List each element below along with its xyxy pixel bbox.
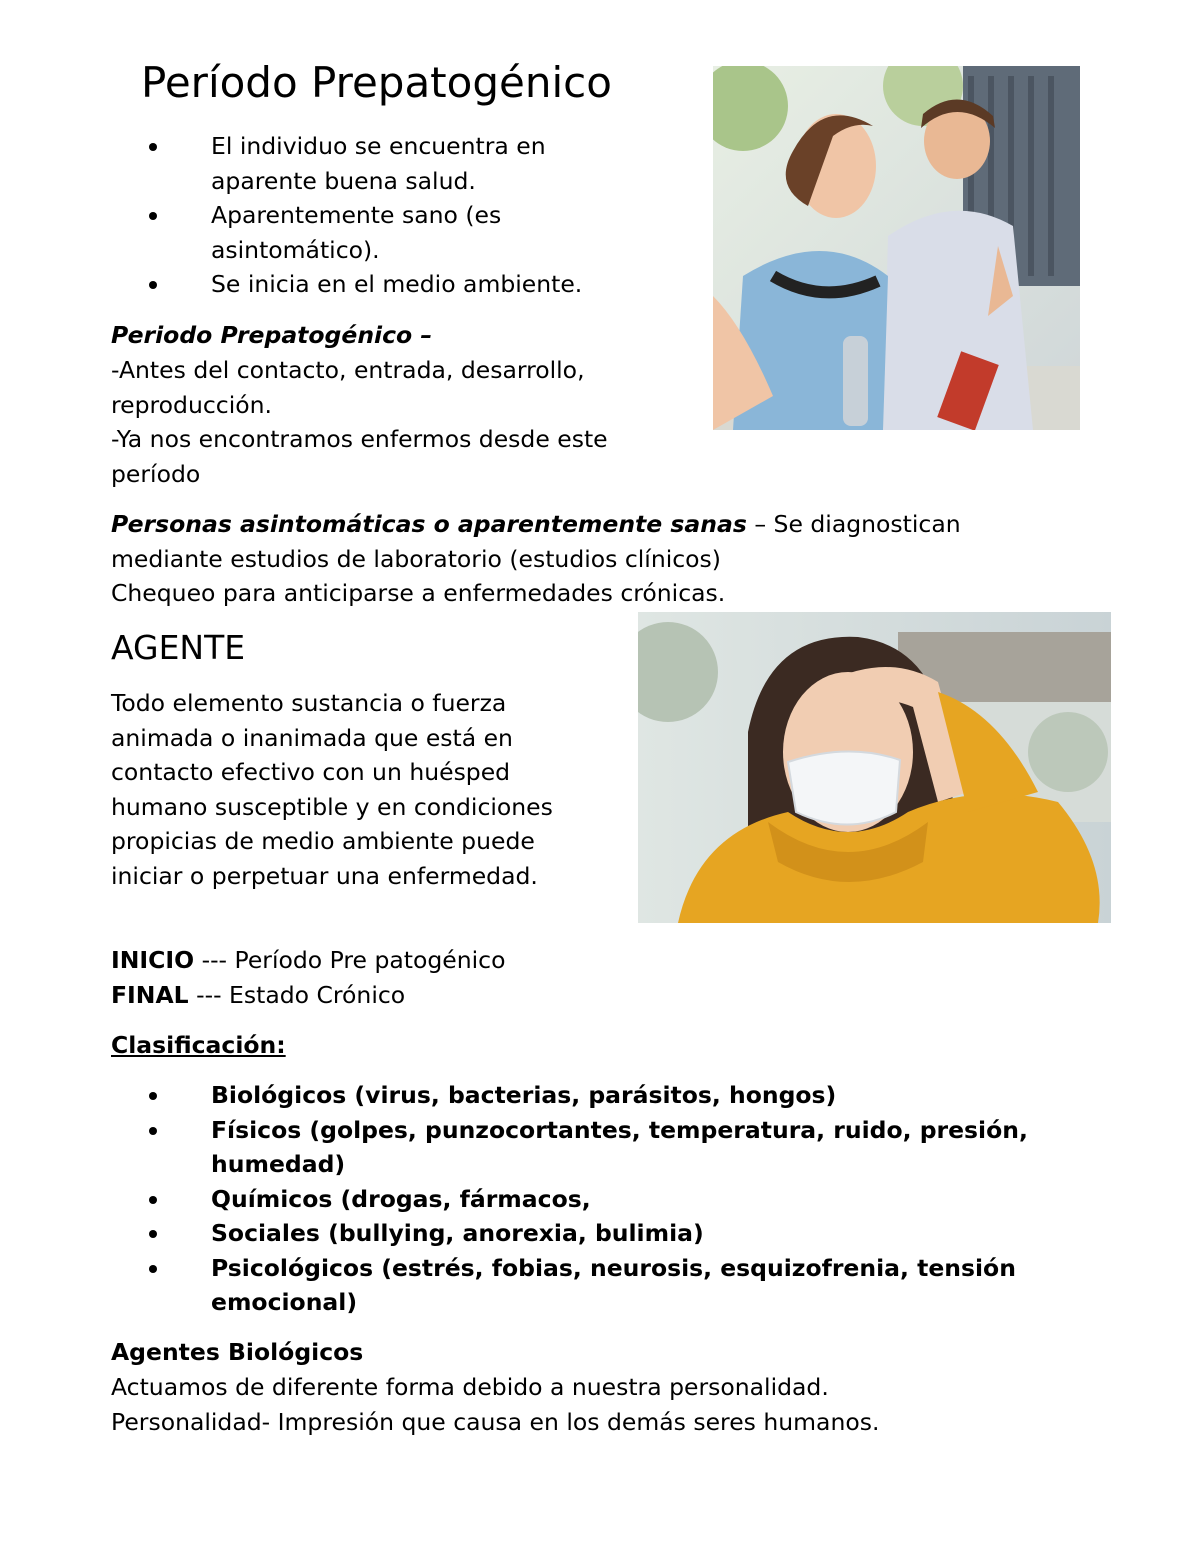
agente-heading: AGENTE [111,628,246,667]
list-item [141,129,621,198]
list-item [141,1251,1031,1320]
inicio-line [111,943,505,978]
list-item [141,267,621,302]
inicio-text: --- Período Pre patogénico [194,946,506,974]
section-text-antes: -Antes del contacto, entrada, desarrollo, reproducción. [111,356,585,419]
bullet-icon [149,212,157,220]
bullet-icon [149,281,157,289]
final-line [111,978,405,1013]
bullet-text: Químicos (drogas, fármacos, [211,1184,591,1213]
joggers-illustration [713,66,1080,430]
masked-woman-photo [638,612,1111,923]
paragraph-asintomaticas [111,507,1071,576]
bullet-icon [149,1230,157,1238]
bullet-text: Sociales (bullying, anorexia, bulimia) [211,1219,704,1247]
bullet-icon [149,143,157,151]
bullet-text: Aparentemente sano (es asintomático). [211,201,502,264]
masked-woman-illustration [638,612,1111,923]
list-item [141,1113,1031,1182]
bullet-text: El individuo se encuentra en aparente buena salud. [211,132,546,195]
final-label: FINAL [111,981,189,1009]
bullet-text: Psicológicos (estrés, fobias, neurosis, esquizofrenia, tensión emocional) [211,1253,1016,1316]
list-item [141,1078,1031,1113]
bullet-text: Físicos (golpes, punzocortantes, temperatura, ruido, presión, humedad) [211,1115,1028,1178]
joggers-photo [713,66,1080,430]
bullet-text: Se inicia en el medio ambiente. [211,270,583,298]
bullet-text: Biológicos (virus, bacterias, parásitos, hongos) [211,1081,837,1109]
bullet-icon [149,1092,157,1100]
section-text-enfermos: -Ya nos encontramos enfermos desde este período [111,425,608,488]
list-item [141,198,621,267]
paragraph-text: – Se diagnostican mediante estudios de laboratorio (estudios clínicos) [111,510,961,573]
bullet-icon [149,1127,157,1135]
agente-definition: Todo elemento sustancia o fuerza animada o inanimada que está en contacto efectivo con un huésped humano susceptible y en condiciones propicias de medio ambiente puede iniciar o perpetuar una enfermedad. [111,689,553,890]
list-item [141,1216,1031,1251]
bullet-icon [149,1265,157,1273]
inicio-label: INICIO [111,946,195,974]
agentes-biologicos-line1: Actuamos de diferente forma debido a nuestra personalidad. [111,1373,829,1401]
clasificacion-heading: Clasificación: [111,1031,286,1059]
section-heading-prepatogenico: Periodo Prepatogénico – [111,321,433,349]
page-title: Período Prepatogénico [141,58,612,107]
paragraph-chequeo: Chequeo para anticiparse a enfermedades crónicas. [111,579,726,607]
bullet-icon [149,1196,157,1204]
paragraph-heading: Personas asintomáticas o aparentemente sanas [111,510,747,538]
agentes-biologicos-heading: Agentes Biológicos [111,1338,364,1366]
final-text: --- Estado Crónico [188,981,406,1009]
clasificacion-list [141,1078,1031,1320]
list-item [141,1182,1031,1217]
intro-bullet-list [141,129,621,302]
agentes-biologicos-line2: Personalidad- Impresión que causa en los demás seres humanos. [111,1408,880,1436]
